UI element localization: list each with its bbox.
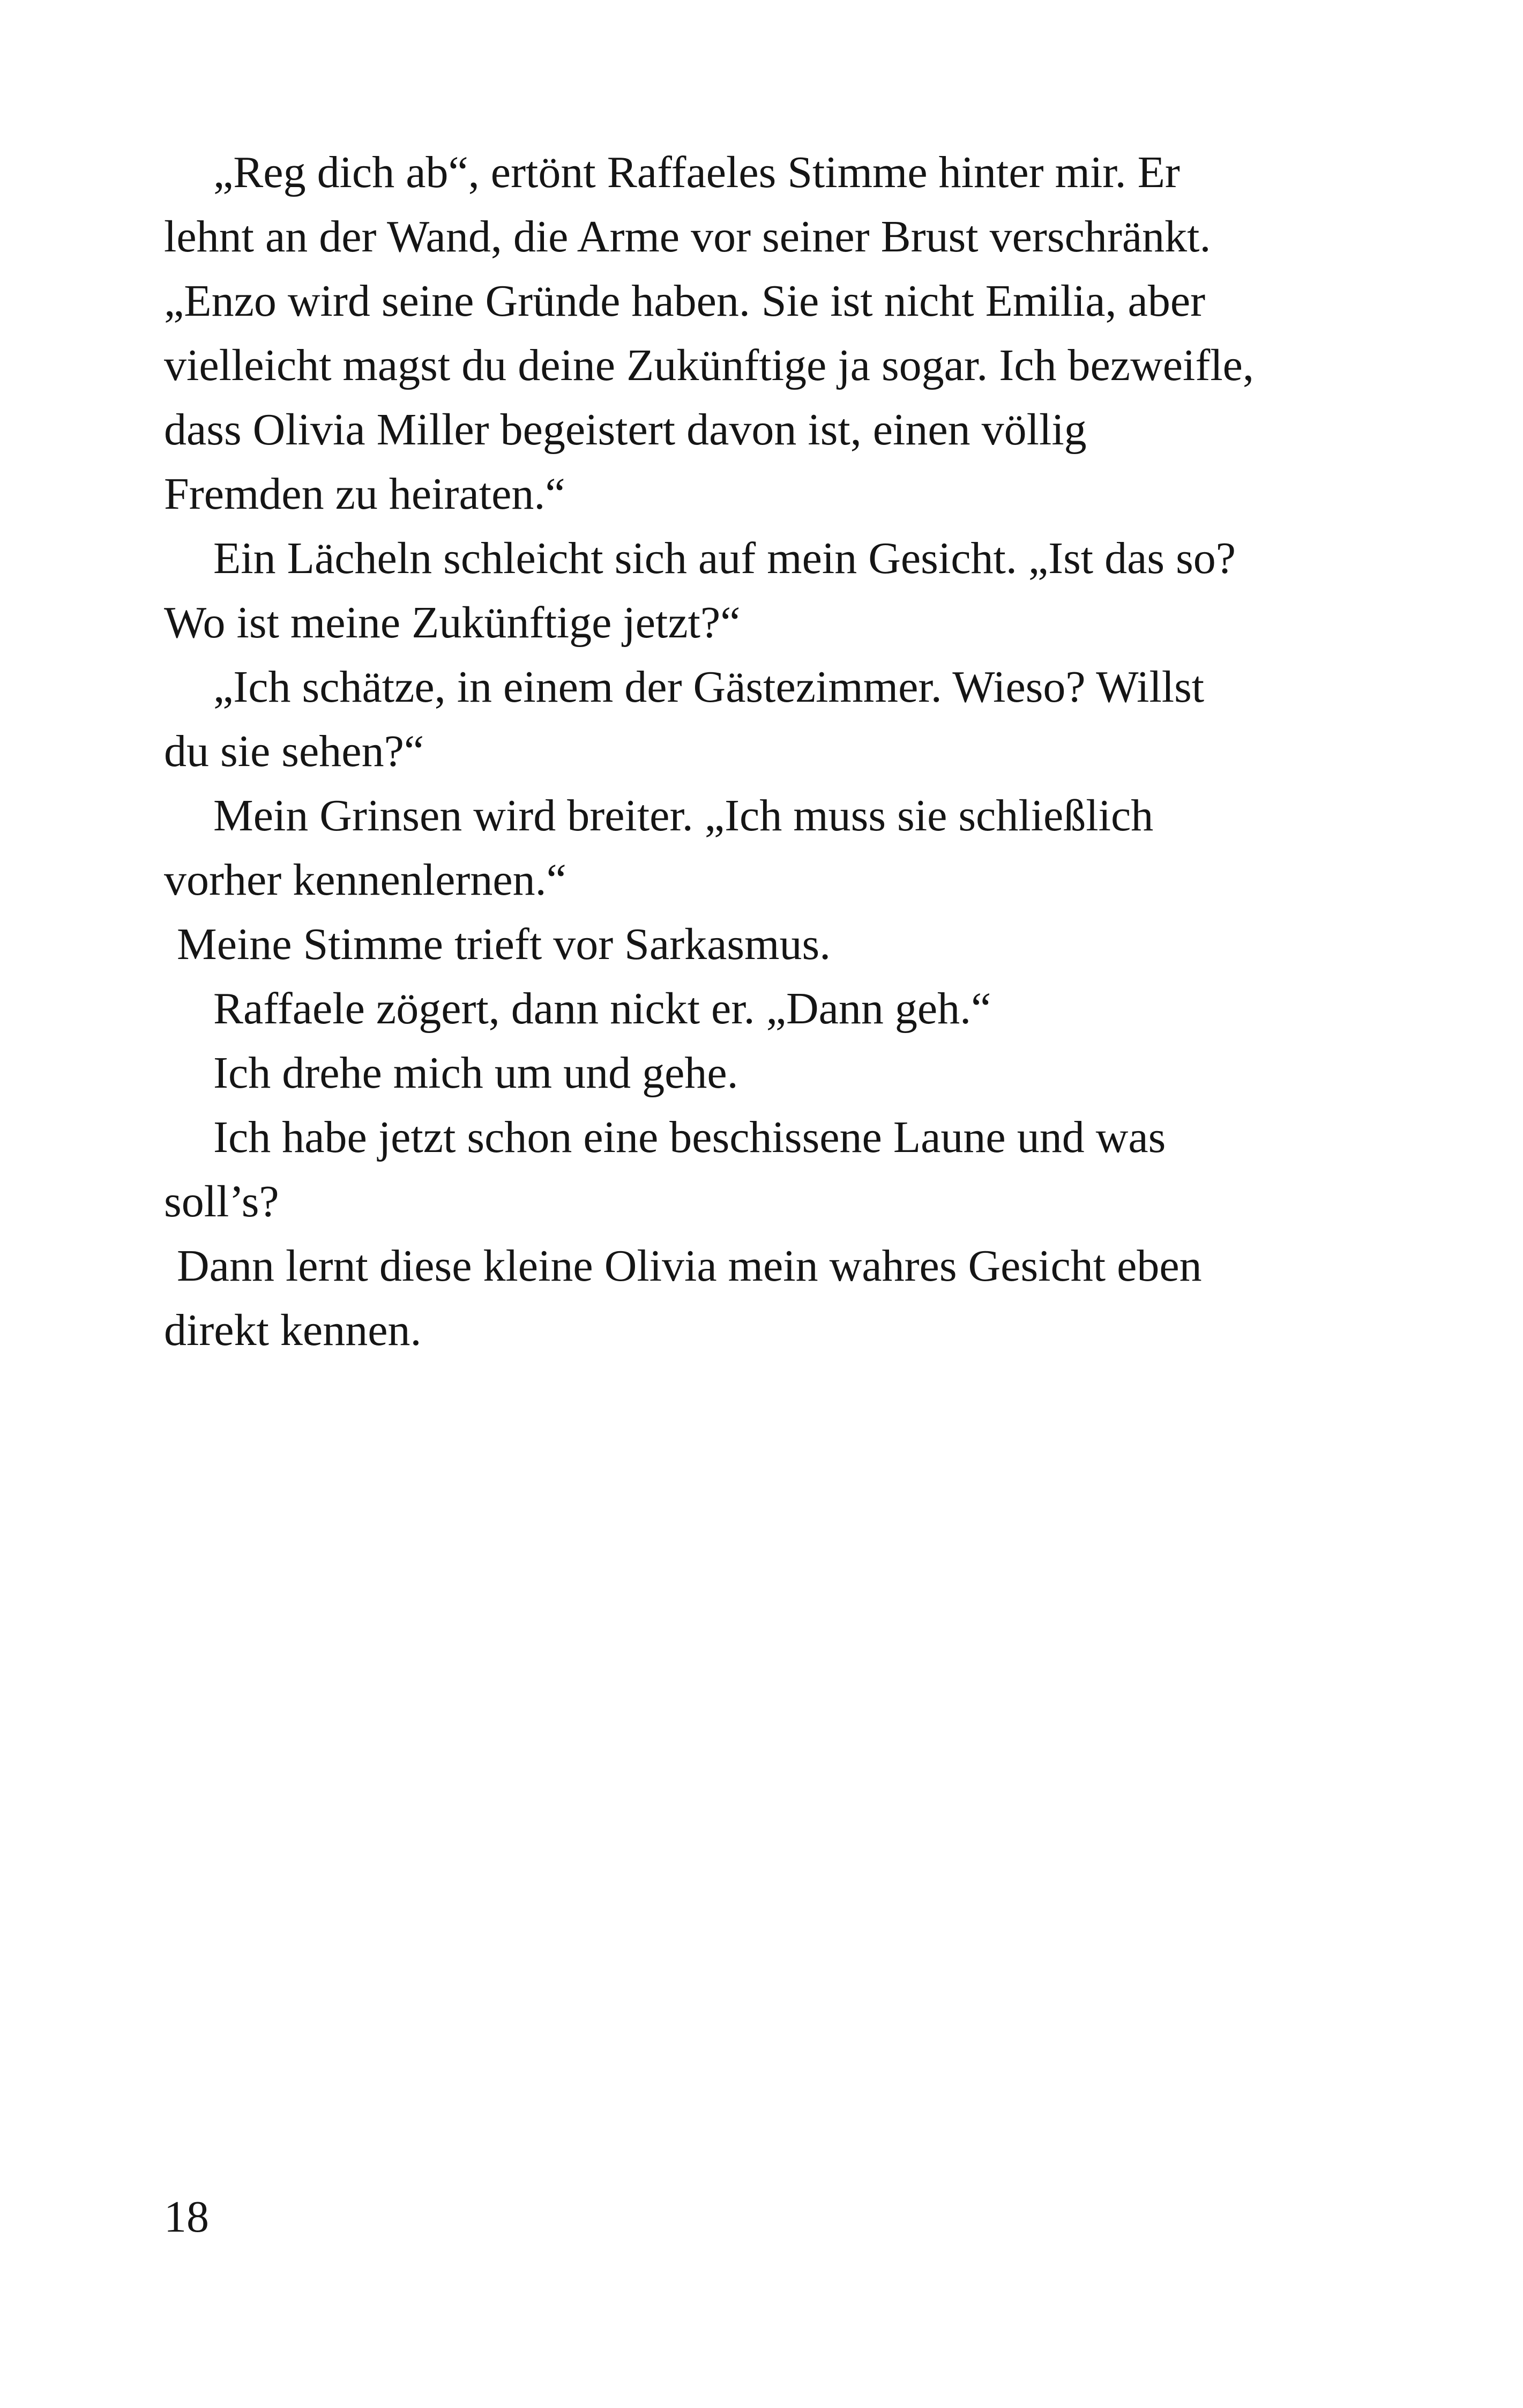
text-line: „Enzo wird seine Gründe haben. Sie ist nicht Emilia, aber	[164, 276, 1206, 326]
page-number: 18	[164, 2192, 209, 2242]
text-line: „Ich schätze, in einem der Gästezimmer. Wieso? Willst	[213, 662, 1205, 712]
text-line: vorher kennenlernen.“	[164, 855, 566, 905]
text-line: Dann lernt diese kleine Olivia mein wahres Gesicht eben	[177, 1241, 1202, 1291]
text-line: Fremden zu heiraten.“	[164, 469, 565, 519]
text-line: du sie sehen?“	[164, 726, 424, 776]
text-line: dass Olivia Miller begeistert davon ist, einen völlig	[164, 405, 1087, 455]
text-line: direkt kennen.	[164, 1305, 422, 1355]
text-line: Ich habe jetzt schon eine beschissene Laune und was	[213, 1112, 1166, 1162]
text-line: Mein Grinsen wird breiter. „Ich muss sie schließlich	[213, 791, 1154, 841]
text-line: Wo ist meine Zukünftige jetzt?“	[164, 598, 741, 648]
text-line: Ich drehe mich um und gehe.	[213, 1048, 738, 1098]
text-line: soll’s?	[164, 1177, 279, 1227]
text-line: Meine Stimme trieft vor Sarkasmus.	[177, 919, 831, 969]
text-line: Raffaele zögert, dann nickt er. „Dann geh.“	[213, 984, 991, 1034]
text-line: lehnt an der Wand, die Arme vor seiner Brust verschränkt.	[164, 212, 1211, 262]
body-text	[164, 140, 1375, 1363]
text-line: vielleicht magst du deine Zukünftige ja sogar. Ich bezweifle,	[164, 340, 1254, 390]
text-line: Ein Lächeln schleicht sich auf mein Gesicht. „Ist das so?	[213, 533, 1236, 583]
text-line: „Reg dich ab“, ertönt Raffaeles Stimme hinter mir. Er	[213, 147, 1180, 197]
